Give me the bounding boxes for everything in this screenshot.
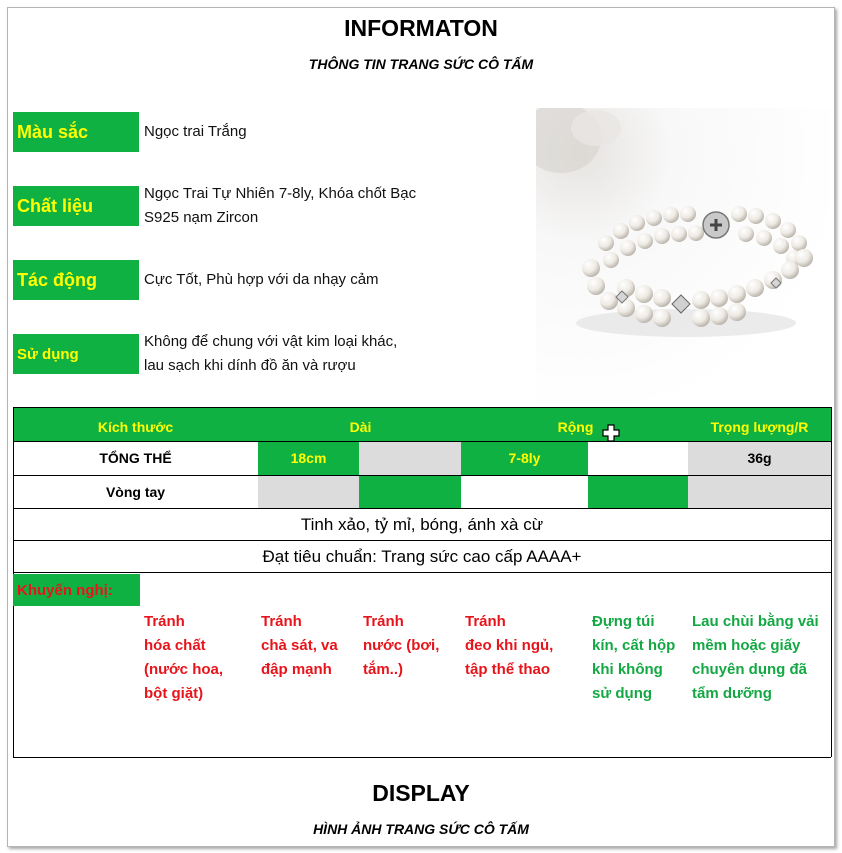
advice-item-cleaning: [692, 610, 819, 706]
row1-name: TỔNG THỂ: [13, 441, 258, 475]
table-border: [831, 407, 832, 757]
row1-weight: 36g: [688, 441, 831, 475]
row2-weight: [688, 475, 831, 508]
value-usage: [144, 330, 397, 378]
advice-line: chuyên dụng đã: [692, 661, 808, 678]
plus-cursor-icon: [602, 424, 620, 442]
table-border: [13, 572, 831, 573]
advice-line: (nước hoa,: [144, 661, 224, 678]
page-subtitle: THÔNG TIN TRANG SỨC CÔ TẤM: [308, 56, 534, 72]
advice-item-sleep: [465, 610, 553, 682]
advice-line: Tránh: [363, 613, 404, 630]
advice-line: bột giặt): [144, 685, 204, 702]
advice-line: kín, cất hộp: [592, 637, 676, 654]
row1-width: 7-8ly: [461, 441, 588, 475]
row2-length: [258, 475, 359, 508]
advice-item-chemicals: [144, 610, 223, 706]
table-border: [13, 407, 831, 408]
advice-item-storage: [592, 610, 675, 706]
product-image: [536, 108, 830, 402]
label-material: Chất liệu: [13, 186, 139, 226]
header-width: Rộng: [557, 418, 594, 435]
table-border: [13, 757, 831, 758]
advice-line: mềm hoặc giấy: [692, 637, 801, 654]
advice-item-water: [363, 610, 439, 682]
label-color: Màu sắc: [13, 112, 139, 152]
row1-blank: [359, 441, 461, 475]
advice-line: tẩm dưỡng: [692, 685, 772, 702]
advice-item-impact: [261, 610, 338, 682]
note-quality: Tinh xảo, tỷ mỉ, bóng, ánh xà cừ: [300, 515, 544, 534]
advice-line: khi không: [592, 661, 663, 678]
row2-width: [461, 475, 588, 508]
row1-blank2: [588, 441, 688, 475]
advice-line: tập thể thao: [465, 661, 550, 678]
table-border: [13, 475, 831, 476]
advice-line: Lau chùi bằng vải: [692, 613, 819, 630]
advice-line: nước (bơi,: [363, 637, 440, 654]
value-line: Ngọc trai Trắng: [144, 123, 247, 140]
table-border: [13, 441, 831, 442]
row2-blank: [359, 475, 461, 508]
note-standard: Đạt tiêu chuẩn: Trang sức cao cấp AAAA+: [262, 547, 582, 566]
table-border: [13, 508, 831, 509]
advice-label: Khuyến nghị:: [13, 574, 140, 606]
advice-line: đập mạnh: [261, 661, 332, 678]
page-title: INFORMATON: [344, 15, 498, 41]
header-length: Dài: [349, 418, 372, 435]
advice-line: Tránh: [465, 613, 506, 630]
value-color: [144, 120, 247, 144]
advice-line: Đựng túi: [592, 613, 655, 630]
advice-line: tắm..): [363, 661, 404, 678]
value-line: S925 nạm Zircon: [144, 209, 259, 226]
display-title: DISPLAY: [372, 780, 470, 806]
advice-line: sử dụng: [592, 685, 653, 702]
value-line: Ngọc Trai Tự Nhiên 7-8ly, Khóa chốt Bạc: [144, 185, 417, 202]
header-weight: Trọng lượng/R: [710, 418, 809, 435]
pearl-bracelet-image: [536, 108, 830, 402]
row2-blank2: [588, 475, 688, 508]
value-line: Không để chung với vật kim loại khác,: [144, 333, 398, 350]
display-subtitle: HÌNH ẢNH TRANG SỨC CÔ TẤM: [313, 821, 529, 837]
label-usage: Sử dụng: [13, 334, 139, 374]
row2-name: Vòng tay: [13, 475, 258, 508]
value-line: Cực Tốt, Phù hợp với da nhạy cảm: [144, 271, 379, 288]
row1-length: 18cm: [258, 441, 359, 475]
value-effect: [144, 268, 379, 292]
value-line: lau sạch khi dính đồ ăn và rượu: [144, 357, 356, 374]
advice-line: Tránh: [261, 613, 302, 630]
value-material: [144, 182, 416, 230]
advice-line: Tránh: [144, 613, 185, 630]
advice-line: hóa chất: [144, 637, 206, 654]
table-border: [13, 540, 831, 541]
label-effect: Tác động: [13, 260, 139, 300]
advice-line: đeo khi ngủ,: [465, 637, 554, 654]
advice-line: chà sát, va: [261, 637, 338, 654]
header-size: Kích thước: [97, 418, 174, 435]
